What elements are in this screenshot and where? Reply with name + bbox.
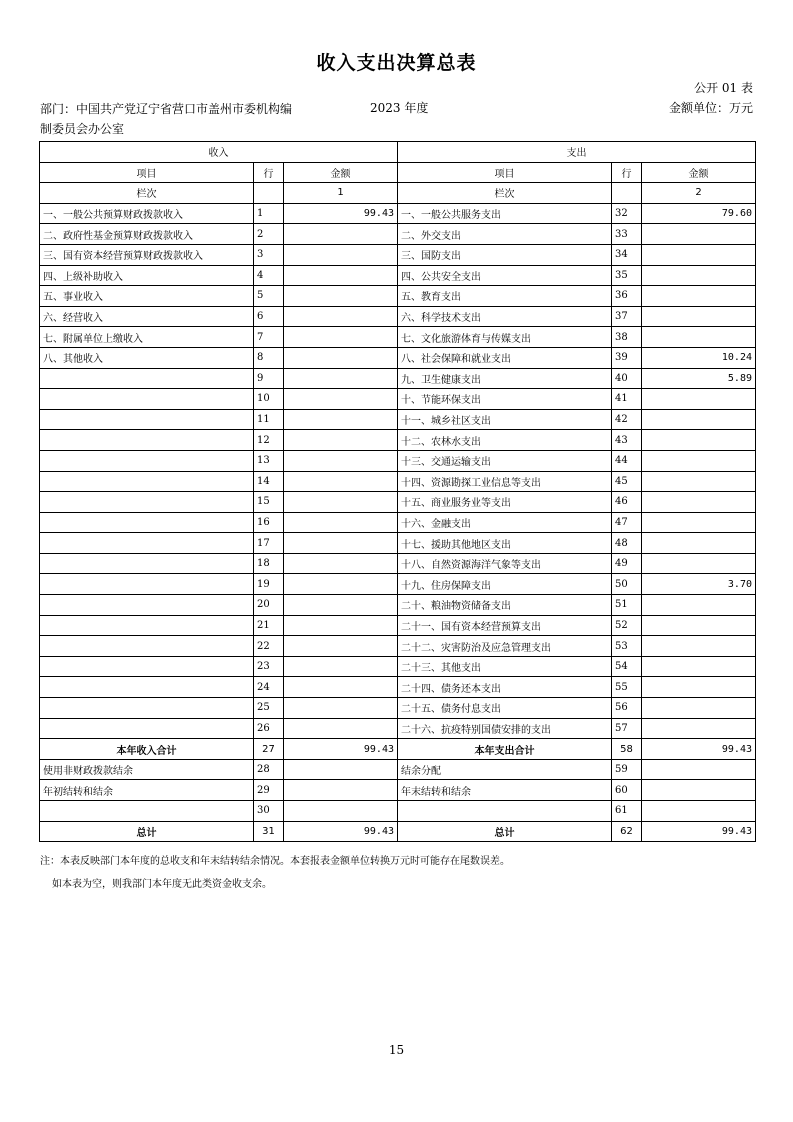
expense-line-cell: 51 bbox=[612, 595, 642, 616]
expense-item-cell: 二十二、灾害防治及应急管理支出 bbox=[398, 636, 612, 657]
form-number: 公开 01 表 bbox=[694, 81, 753, 95]
income-item-cell bbox=[40, 677, 254, 698]
table-row bbox=[40, 471, 756, 492]
expense-amount-cell bbox=[642, 430, 756, 451]
expense-item-cell: 十四、资源勘探工业信息等支出 bbox=[398, 471, 612, 492]
expense-line-cell: 55 bbox=[612, 677, 642, 698]
income-line-cell: 5 bbox=[254, 286, 284, 307]
table-row bbox=[40, 389, 756, 410]
income-item-cell bbox=[40, 636, 254, 657]
income-amount-cell bbox=[284, 574, 398, 595]
expense-line-cell: 50 bbox=[612, 574, 642, 595]
expense-item-cell: 六、科学技术支出 bbox=[398, 306, 612, 327]
income-line-cell: 10 bbox=[254, 389, 284, 410]
income-item-cell: 五、事业收入 bbox=[40, 286, 254, 307]
expense-item-cell: 二十、粮油物资储备支出 bbox=[398, 595, 612, 616]
income-line-cell: 6 bbox=[254, 306, 284, 327]
expense-item-cell: 十二、农林水支出 bbox=[398, 430, 612, 451]
income-line-cell: 29 bbox=[254, 780, 284, 801]
table-row bbox=[40, 656, 756, 677]
expense-amount-cell bbox=[642, 265, 756, 286]
income-item-cell bbox=[40, 389, 254, 410]
table-row bbox=[40, 533, 756, 554]
income-amount-cell bbox=[284, 492, 398, 513]
total-row bbox=[40, 821, 756, 842]
income-item-cell bbox=[40, 595, 254, 616]
table-row bbox=[40, 698, 756, 719]
expense-item-cell bbox=[398, 801, 612, 822]
income-amount-cell bbox=[284, 389, 398, 410]
expense-amount-cell bbox=[642, 698, 756, 719]
income-amount-cell bbox=[284, 615, 398, 636]
expense-line-cell: 56 bbox=[612, 698, 642, 719]
income-expense-table bbox=[39, 141, 756, 842]
expense-item-cell: 一、一般公共服务支出 bbox=[398, 203, 612, 224]
table-row bbox=[40, 306, 756, 327]
expense-amount-header: 金额 bbox=[642, 162, 756, 183]
income-line-cell: 14 bbox=[254, 471, 284, 492]
income-line-cell: 8 bbox=[254, 347, 284, 368]
table-row bbox=[40, 450, 756, 471]
expense-amount-cell bbox=[642, 780, 756, 801]
income-line-cell: 13 bbox=[254, 450, 284, 471]
income-item-cell: 本年收入合计 bbox=[40, 739, 254, 760]
expense-line-cell: 58 bbox=[612, 739, 642, 760]
amount-unit: 金额单位：万元 bbox=[668, 101, 753, 115]
income-amount-cell: 99.43 bbox=[284, 821, 398, 842]
expense-line-cell: 42 bbox=[612, 409, 642, 430]
income-line-cell: 22 bbox=[254, 636, 284, 657]
expense-item-cell: 十八、自然资源海洋气象等支出 bbox=[398, 553, 612, 574]
income-line-cell: 11 bbox=[254, 409, 284, 430]
income-line-cell: 15 bbox=[254, 492, 284, 513]
expense-line-cell: 62 bbox=[612, 821, 642, 842]
income-amount-cell bbox=[284, 656, 398, 677]
income-amount-cell bbox=[284, 553, 398, 574]
income-line-cell: 17 bbox=[254, 533, 284, 554]
expense-item-cell: 年末结转和结余 bbox=[398, 780, 612, 801]
expense-amount-cell bbox=[642, 450, 756, 471]
income-amount-cell bbox=[284, 244, 398, 265]
table-row bbox=[40, 615, 756, 636]
expense-line-cell: 46 bbox=[612, 492, 642, 513]
report-meta bbox=[40, 99, 753, 139]
expense-item-cell: 五、教育支出 bbox=[398, 286, 612, 307]
expense-amount-cell: 3.70 bbox=[642, 574, 756, 595]
expense-line-cell: 47 bbox=[612, 512, 642, 533]
expense-amount-cell bbox=[642, 389, 756, 410]
income-amount-header: 金额 bbox=[284, 162, 398, 183]
expense-line-cell: 43 bbox=[612, 430, 642, 451]
expense-line-cell: 39 bbox=[612, 347, 642, 368]
expense-amount-cell bbox=[642, 492, 756, 513]
expense-amount-cell bbox=[642, 533, 756, 554]
income-item-header: 项目 bbox=[40, 162, 254, 183]
income-item-cell bbox=[40, 698, 254, 719]
expense-row-header: 行 bbox=[612, 162, 642, 183]
income-item-cell bbox=[40, 471, 254, 492]
income-item-cell bbox=[40, 615, 254, 636]
income-section-header: 收入 bbox=[40, 142, 398, 163]
expense-line-cell: 59 bbox=[612, 759, 642, 780]
table-row bbox=[40, 636, 756, 657]
table-row bbox=[40, 512, 756, 533]
income-item-cell bbox=[40, 574, 254, 595]
table-row bbox=[40, 265, 756, 286]
income-amount-cell bbox=[284, 368, 398, 389]
income-item-cell: 使用非财政拨款结余 bbox=[40, 759, 254, 780]
note-2: 如本表为空，则我部门本年度无此类资金收支余。 bbox=[52, 879, 272, 890]
table-row bbox=[40, 553, 756, 574]
expense-item-cell: 十九、住房保障支出 bbox=[398, 574, 612, 595]
expense-item-cell: 二十五、债务付息支出 bbox=[398, 698, 612, 719]
income-item-cell bbox=[40, 553, 254, 574]
expense-line-cell: 41 bbox=[612, 389, 642, 410]
expense-line-cell: 32 bbox=[612, 203, 642, 224]
expense-item-cell: 十七、援助其他地区支出 bbox=[398, 533, 612, 554]
table-row bbox=[40, 801, 756, 822]
expense-line-cell: 48 bbox=[612, 533, 642, 554]
income-item-cell: 六、经营收入 bbox=[40, 306, 254, 327]
income-line-cell: 31 bbox=[254, 821, 284, 842]
income-line-cell: 21 bbox=[254, 615, 284, 636]
expense-item-cell: 结余分配 bbox=[398, 759, 612, 780]
income-item-cell: 八、其他收入 bbox=[40, 347, 254, 368]
expense-amount-cell bbox=[642, 677, 756, 698]
income-item-cell: 一、一般公共预算财政拨款收入 bbox=[40, 203, 254, 224]
expense-item-cell: 二十六、抗疫特别国债安排的支出 bbox=[398, 718, 612, 739]
expense-line-cell: 54 bbox=[612, 656, 642, 677]
income-amount-cell bbox=[284, 801, 398, 822]
expense-amount-cell bbox=[642, 512, 756, 533]
table-row bbox=[40, 244, 756, 265]
table-row bbox=[40, 347, 756, 368]
expense-item-cell: 二十四、债务还本支出 bbox=[398, 677, 612, 698]
expense-column-number: 2 bbox=[642, 183, 756, 204]
income-item-cell: 二、政府性基金预算财政拨款收入 bbox=[40, 224, 254, 245]
income-line-cell: 19 bbox=[254, 574, 284, 595]
expense-line-cell: 38 bbox=[612, 327, 642, 348]
table-row bbox=[40, 224, 756, 245]
section-header-row bbox=[40, 142, 756, 163]
expense-amount-cell bbox=[642, 718, 756, 739]
income-line-cell: 23 bbox=[254, 656, 284, 677]
department-line-2: 制委员会办公室 bbox=[40, 122, 125, 136]
income-item-cell bbox=[40, 656, 254, 677]
expense-item-cell: 十、节能环保支出 bbox=[398, 389, 612, 410]
expense-amount-cell bbox=[642, 636, 756, 657]
expense-amount-cell bbox=[642, 306, 756, 327]
expense-amount-cell bbox=[642, 801, 756, 822]
expense-amount-cell bbox=[642, 327, 756, 348]
table-row bbox=[40, 327, 756, 348]
expense-line-cell: 35 bbox=[612, 265, 642, 286]
income-line-cell: 16 bbox=[254, 512, 284, 533]
income-amount-cell bbox=[284, 286, 398, 307]
expense-item-cell: 七、文化旅游体育与传媒支出 bbox=[398, 327, 612, 348]
income-amount-cell bbox=[284, 265, 398, 286]
table-row bbox=[40, 718, 756, 739]
expense-item-cell: 十三、交通运输支出 bbox=[398, 450, 612, 471]
expense-section-header: 支出 bbox=[398, 142, 756, 163]
income-amount-cell bbox=[284, 327, 398, 348]
income-line-cell: 26 bbox=[254, 718, 284, 739]
expense-amount-cell bbox=[642, 286, 756, 307]
expense-column-label: 栏次 bbox=[398, 183, 612, 204]
income-amount-cell bbox=[284, 698, 398, 719]
income-line-cell: 28 bbox=[254, 759, 284, 780]
table-row bbox=[40, 368, 756, 389]
expense-line-cell: 52 bbox=[612, 615, 642, 636]
expense-item-cell: 四、公共安全支出 bbox=[398, 265, 612, 286]
income-line-cell: 18 bbox=[254, 553, 284, 574]
income-line-cell: 24 bbox=[254, 677, 284, 698]
expense-amount-cell bbox=[642, 224, 756, 245]
expense-amount-cell: 10.24 bbox=[642, 347, 756, 368]
expense-line-cell: 44 bbox=[612, 450, 642, 471]
income-item-cell bbox=[40, 801, 254, 822]
income-amount-cell bbox=[284, 409, 398, 430]
expense-line-cell: 61 bbox=[612, 801, 642, 822]
income-amount-cell bbox=[284, 512, 398, 533]
income-amount-cell: 99.43 bbox=[284, 203, 398, 224]
expense-line-cell: 60 bbox=[612, 780, 642, 801]
expense-item-cell: 八、社会保障和就业支出 bbox=[398, 347, 612, 368]
expense-amount-cell bbox=[642, 759, 756, 780]
income-line-cell: 7 bbox=[254, 327, 284, 348]
expense-line-cell: 49 bbox=[612, 553, 642, 574]
expense-item-cell: 十六、金融支出 bbox=[398, 512, 612, 533]
table-row bbox=[40, 203, 756, 224]
income-column-number: 1 bbox=[284, 183, 398, 204]
expense-line-cell: 53 bbox=[612, 636, 642, 657]
table-row bbox=[40, 677, 756, 698]
income-item-cell bbox=[40, 409, 254, 430]
expense-item-cell: 三、国防支出 bbox=[398, 244, 612, 265]
income-column-label: 栏次 bbox=[40, 183, 254, 204]
income-amount-cell bbox=[284, 224, 398, 245]
income-line-cell: 30 bbox=[254, 801, 284, 822]
income-item-cell: 七、附属单位上缴收入 bbox=[40, 327, 254, 348]
income-amount-cell bbox=[284, 595, 398, 616]
income-line-cell: 1 bbox=[254, 203, 284, 224]
page-number: 15 bbox=[388, 1043, 405, 1057]
report-year: 2023 年度 bbox=[370, 101, 429, 115]
income-row-header: 行 bbox=[254, 162, 284, 183]
department bbox=[40, 99, 340, 139]
expense-item-cell: 总计 bbox=[398, 821, 612, 842]
income-item-cell: 三、国有资本经营预算财政拨款收入 bbox=[40, 244, 254, 265]
expense-item-cell: 二十三、其他支出 bbox=[398, 656, 612, 677]
expense-amount-cell bbox=[642, 471, 756, 492]
subtotal-row bbox=[40, 739, 756, 760]
expense-line-cell: 45 bbox=[612, 471, 642, 492]
expense-item-header: 项目 bbox=[398, 162, 612, 183]
expense-amount-cell bbox=[642, 244, 756, 265]
table-row bbox=[40, 780, 756, 801]
income-line-cell: 3 bbox=[254, 244, 284, 265]
income-item-cell bbox=[40, 533, 254, 554]
expense-line-cell: 57 bbox=[612, 718, 642, 739]
income-item-cell bbox=[40, 368, 254, 389]
income-item-cell bbox=[40, 450, 254, 471]
table-row bbox=[40, 409, 756, 430]
expense-amount-cell bbox=[642, 595, 756, 616]
income-item-cell bbox=[40, 492, 254, 513]
income-amount-cell bbox=[284, 430, 398, 451]
income-line-cell: 27 bbox=[254, 739, 284, 760]
expense-amount-cell bbox=[642, 615, 756, 636]
expense-amount-cell bbox=[642, 553, 756, 574]
table-row bbox=[40, 430, 756, 451]
income-line-cell: 25 bbox=[254, 698, 284, 719]
income-item-cell: 年初结转和结余 bbox=[40, 780, 254, 801]
table-row bbox=[40, 286, 756, 307]
expense-amount-cell bbox=[642, 409, 756, 430]
table-row bbox=[40, 759, 756, 780]
table-row bbox=[40, 574, 756, 595]
income-amount-cell bbox=[284, 636, 398, 657]
expense-amount-cell: 99.43 bbox=[642, 821, 756, 842]
expense-item-cell: 十一、城乡社区支出 bbox=[398, 409, 612, 430]
note-1: 注：本表反映部门本年度的总收支和年末结转结余情况。本套报表金额单位转换万元时可能存在尾数误差。 bbox=[40, 856, 510, 867]
column-number-row bbox=[40, 183, 756, 204]
expense-amount-cell bbox=[642, 656, 756, 677]
income-amount-cell bbox=[284, 718, 398, 739]
expense-line-cell: 36 bbox=[612, 286, 642, 307]
expense-column-blank bbox=[612, 183, 642, 204]
income-amount-cell: 99.43 bbox=[284, 739, 398, 760]
income-amount-cell bbox=[284, 533, 398, 554]
income-item-cell bbox=[40, 512, 254, 533]
department-line-1: 部门：中国共产党辽宁省营口市盖州市委机构编 bbox=[40, 102, 293, 116]
table-notes bbox=[40, 850, 510, 896]
expense-line-cell: 34 bbox=[612, 244, 642, 265]
income-item-cell: 四、上级补助收入 bbox=[40, 265, 254, 286]
table-row bbox=[40, 595, 756, 616]
income-amount-cell bbox=[284, 306, 398, 327]
expense-item-cell: 二十一、国有资本经营预算支出 bbox=[398, 615, 612, 636]
table-row bbox=[40, 492, 756, 513]
income-line-cell: 4 bbox=[254, 265, 284, 286]
income-amount-cell bbox=[284, 347, 398, 368]
income-item-cell: 总计 bbox=[40, 821, 254, 842]
income-amount-cell bbox=[284, 471, 398, 492]
income-amount-cell bbox=[284, 677, 398, 698]
expense-line-cell: 40 bbox=[612, 368, 642, 389]
income-column-blank bbox=[254, 183, 284, 204]
expense-item-cell: 二、外交支出 bbox=[398, 224, 612, 245]
expense-item-cell: 本年支出合计 bbox=[398, 739, 612, 760]
income-item-cell bbox=[40, 718, 254, 739]
income-line-cell: 12 bbox=[254, 430, 284, 451]
income-line-cell: 2 bbox=[254, 224, 284, 245]
income-line-cell: 20 bbox=[254, 595, 284, 616]
expense-amount-cell: 5.89 bbox=[642, 368, 756, 389]
column-header-row bbox=[40, 162, 756, 183]
expense-item-cell: 十五、商业服务业等支出 bbox=[398, 492, 612, 513]
page-title: 收入支出决算总表 bbox=[316, 52, 477, 74]
income-line-cell: 9 bbox=[254, 368, 284, 389]
expense-item-cell: 九、卫生健康支出 bbox=[398, 368, 612, 389]
expense-amount-cell: 79.60 bbox=[642, 203, 756, 224]
expense-amount-cell: 99.43 bbox=[642, 739, 756, 760]
expense-line-cell: 33 bbox=[612, 224, 642, 245]
income-amount-cell bbox=[284, 450, 398, 471]
income-item-cell bbox=[40, 430, 254, 451]
income-amount-cell bbox=[284, 759, 398, 780]
expense-line-cell: 37 bbox=[612, 306, 642, 327]
income-amount-cell bbox=[284, 780, 398, 801]
